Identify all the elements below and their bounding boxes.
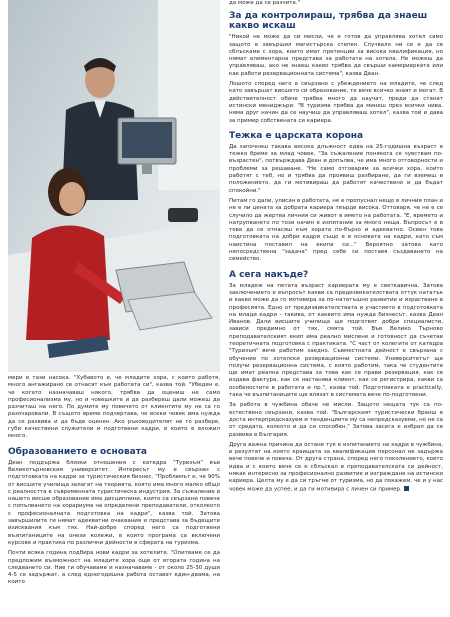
paragraph: Да започнеш такава висока длъжност едва на 25-годишна възраст е тежко бреме за млад човек. "За съжаление понякога се чувствам по-възрастен", потвърждава Деан и допълва, че има много отговорности и проблеми за решаване. "Не само отговарям за всички хора, които работят с теб, но и трябва да проявиш разбиране, да ги вземеш в положението, да ги мотивираш да работят качествено и да бъдат спокойни." — [229, 143, 443, 194]
paragraph: мери в тази насока. "Хубавото е, че младите хора, с които работя, много ангажирано се отнасят към работата си", казва той. "Убеден е, че когато назначаваш някого, трябва да оцениш не само професионализма му, но и човешките и да разбереш дали можеш да разчиташ на него. По думите му повечето от клиентите му не са го разочаровали. В същото време подчертава, че всеки човек има нужда да се развива и да бъде оценен. Ако ръководителят не го разбере, губи качествени служители и подготвени кадри, в които е вложил много. — [8, 375, 220, 440]
section-heading: А сега накъде? — [229, 269, 309, 280]
section-heading: Образованието е основата — [8, 446, 148, 457]
end-square-icon — [404, 486, 409, 491]
paragraph: За младеж на петата възраст кариерата му е светкавична. Затова заключението е въпросът какви са предизвикателствата оттук нататък и какво може да го мотивира за по-нататъшно развитие и израстване в професията. Едно от предизвикателствата и участието в подготовката на млади кадри - такива, от каквито има нужда бизнесът, казва Деан Иванов. Дали висшите училища ще подготвят добри специалисти, зависи предимно от тях, смята той. Във Велико Търново преподавателският екип има реално мислене и готовност да съчетае теоретичната подготовка с практиката. "С част от колегите от катедра "Туризъм" вече работим заедно. Съвместната дейност е свързана с обучение по хотелски резервационни системи. Университетът ще получи резервационна система, с която работим, така че студентите ще имат реална представа за това как се прави резервация, как се издава фактура, как се настанява клиент, как се регистрира, какви са особеностите в работата и пр.", казва той. Подготовката е practically, така че възпитаниците ще влязат в системата вече по-подготвени. — [229, 282, 443, 399]
left-column — [8, 0, 220, 617]
paragraph-final — [229, 442, 443, 494]
paragraph: Питам го дали, улисан в работата, не е пропуснал нещо в личния план и не е ли цената за добрата кариера твърде висока. Оттоваря, че не е се случило да жертва личния си живот в името на работата. "Е, времето и натрупването по този начин е изпитание за много неща. Въпросът е в това да се отнасяш към хората по-бързо и адекватно. Освен това подготовката на добри кадри също е в основата на кадри, като съм наистина поставил на екипа си..." Вероятно затова като непосредствена "задача" пред себе си поставя създаването на семейство. — [229, 197, 443, 263]
paragraph: Деан поддържа близки отношения с катедра "Туризъм" във Великотърновския университет. Интересът му е свързан с подготовката на кадри за туристическия бизнес. "Проблемът е, че 90% от висшите училища залагат на теорията, която има много малко общо с реалността в съвременната туристическа индустрия. За съжаление в нашето висше образование има дисциплини, които са свързани повече с попълването на хорариума на определени преподаватели, отколкото с професионалната подготовка на кадри", казва той. Затова завършилите ги нямат адекватни очаквания и представа за бъдещите изисквания към тях. Най-добре според него са подготвени възпитаниците на онези колежи, в които програма са включени курсове и практика по различни дейности в сферата на туризма. — [8, 459, 220, 546]
paragraph: Лошото според него е свързано с убеждението на младите, че след като завършат висшето си образование, те вече всичко знаят и могат. В действителност обаче трябва много да научат, преди да станат истински мениджъри. "В туризма трябва да минеш през всички нива, няма друг начин да се научиш да управляваш хотел", казва той и дава за пример собствената си кариера. — [229, 81, 443, 124]
paragraph: За работа в чужбина обаче не мисли. Защото нещата тук са по-естествено свързани, казва той. "Българският туристически бранш е доста интерпредсказуем и тенденциите му са непредсказуеми, но не са от средата, колкото и да си способен." Затова засега е избрал да се развива в България. — [229, 402, 443, 438]
article-photo — [8, 0, 220, 372]
section-heading: За да контролираш, трябва да знаеш какво искаш — [229, 11, 428, 32]
section-heading: Тежка е царската корона — [229, 130, 364, 141]
paragraph: Почти всяка година подбира нови кадри за хотелите. "Опитваме се да предложим възможност на младите хора още от втората година на следването си. Ние ги обучаваме и назначаваме - от около 25-30 души 4-5 се задържат, а след едногодишна работа остават един-двама, на които — [8, 550, 220, 586]
office-photo-illustration — [8, 0, 220, 372]
paragraph-text: Друга важна причина да остане тук е изпитанието на кадри в чужбина, в резултат на която краищата за квалификация персонал не задържа вече повече и повече. От друга страна, според него поколението, което идва и с които вече се е сблъскал в преподавателската си дейност, някак интересно за професионално развитие и изграждане на истински кариера. Целта му е да си тръгне от туризма, но да покажем, че и у нас човек може да успее, и да ги мотивира с личен си пример. — [229, 441, 443, 493]
right-column — [229, 0, 443, 617]
paragraph: да може да се разчита." — [229, 0, 301, 6]
paragraph: "Никой не може да си мисли, че е готов да управлява хотел само защото е завършил магистърска степен. Случвало ни се е да се сблъскаме с хора, които имат претенции за висока квалификация, но нямат елементарна представа за работата на хотела. Не можеш да управляваш, ако не знаеш какво трябва да свърши камериерката или как работи резервационната система", казва Деан. — [229, 34, 443, 77]
